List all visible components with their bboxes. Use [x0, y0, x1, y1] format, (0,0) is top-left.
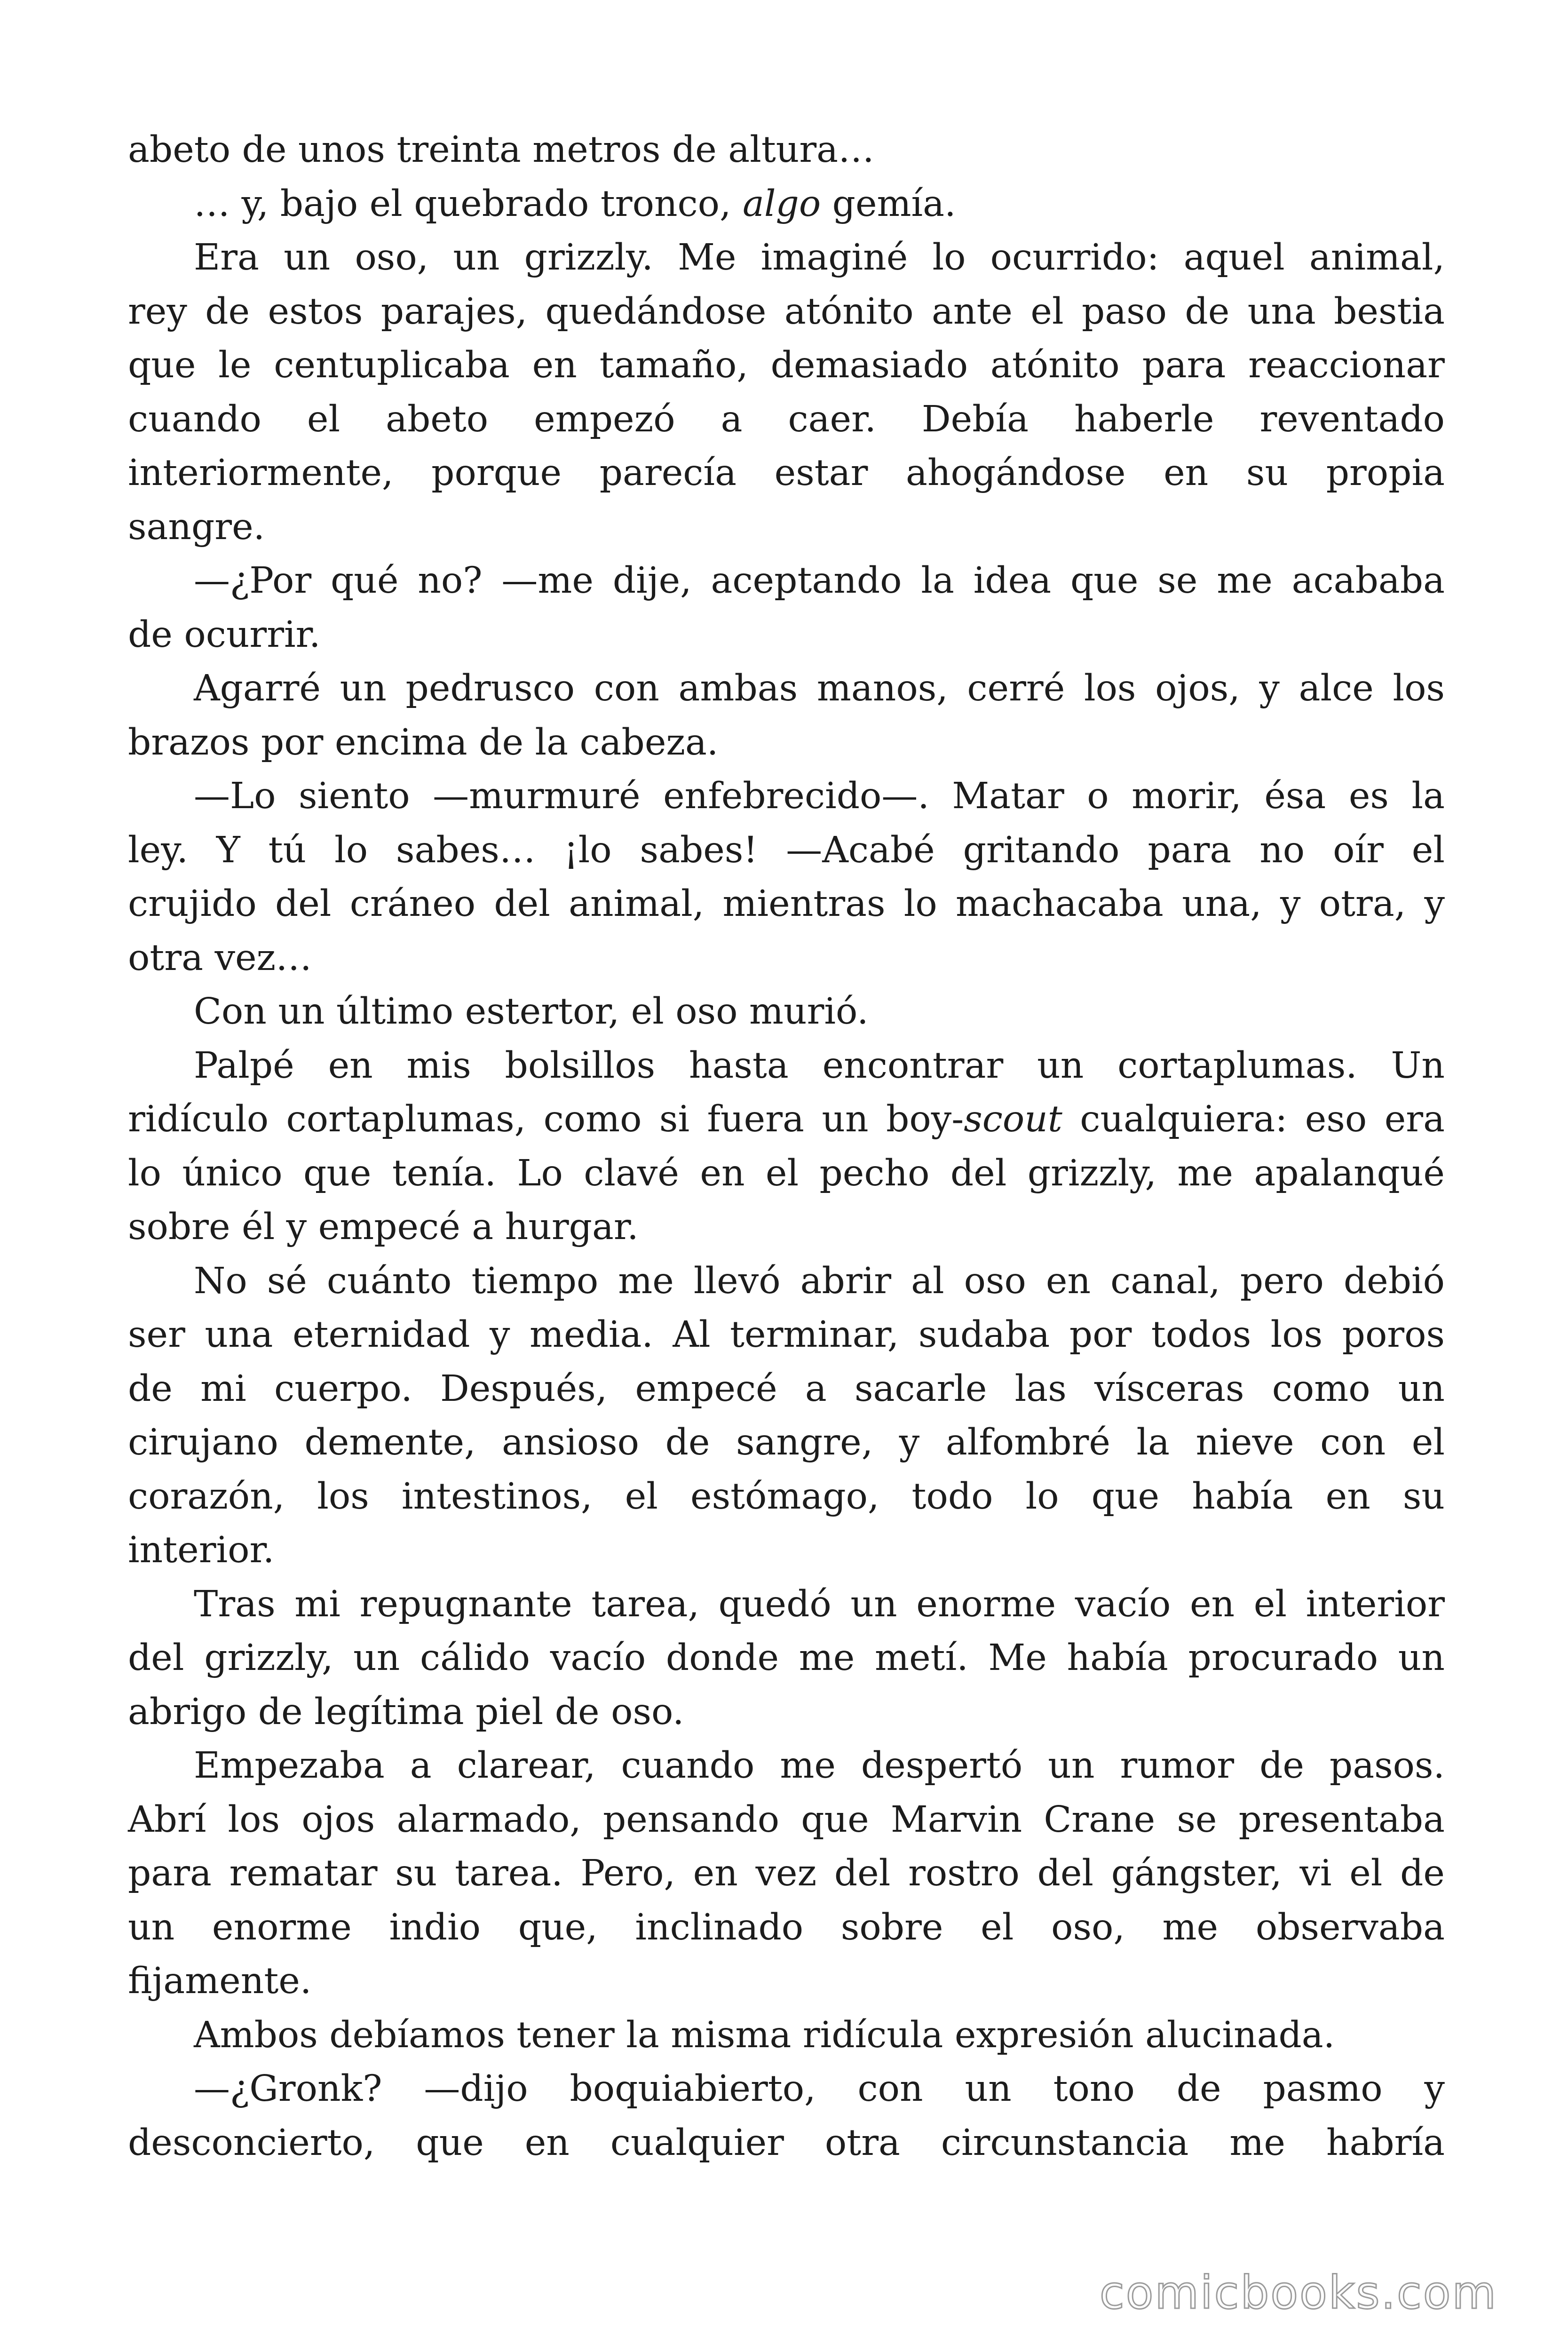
text-line: ley. Y tú lo sabes… ¡lo sabes! —Acabé gritando para no oír el [128, 829, 1445, 871]
text-line: cirujano demente, ansioso de sangre, y alfombré la nieve con el [128, 1422, 1445, 1463]
text-line: Palpé en mis bolsillos hasta encontrar un cortaplumas. Un [194, 1044, 1445, 1087]
text-line: —¿Por qué no? —me dije, aceptando la idea que se me acababa [194, 560, 1445, 602]
text-line: lo único que tenía. Lo clavé en el pecho del grizzly, me apalanqué [128, 1152, 1445, 1194]
text-line: interior. [128, 1529, 275, 1571]
text-line: abrigo de legítima piel de oso. [128, 1691, 684, 1733]
text-line: sangre. [128, 506, 265, 548]
text-line: —¿Gronk? —dijo boquiabierto, con un tono de pasmo y [194, 2068, 1445, 2110]
text-line: interiormente, porque parecía estar ahogándose en su propia [128, 452, 1445, 494]
text-line: Empezaba a clarear, cuando me despertó un rumor de pasos. [194, 1745, 1445, 1787]
text-line: Abrí los ojos alarmado, pensando que Marvin Crane se presentaba [128, 1798, 1445, 1841]
text-line: de ocurrir. [128, 613, 321, 656]
text-line: fijamente. [128, 1960, 312, 2002]
text-line: Era un oso, un grizzly. Me imaginé lo ocurrido: aquel animal, [194, 237, 1445, 278]
text-line: Con un último estertor, el oso murió. [194, 991, 869, 1033]
text-line: ser una eternidad y media. Al terminar, sudaba por todos los poros [128, 1314, 1445, 1356]
text-line: desconcierto, que en cualquier otra circunstancia me habría [128, 2122, 1445, 2164]
text-line: otra vez… [128, 937, 312, 979]
text-line: para rematar su tarea. Pero, en vez del rostro del gángster, vi el de [128, 1852, 1445, 1894]
text-line: abeto de unos treinta metros de altura… [128, 129, 875, 171]
text-line: Tras mi repugnante tarea, quedó un enorme vacío en el interior [194, 1583, 1445, 1625]
watermark: comicbooks.com [1099, 2266, 1497, 2319]
text-line: sobre él y empecé a hurgar. [128, 1206, 639, 1248]
text-line: No sé cuánto tiempo me llevó abrir al oso en canal, pero debió [194, 1260, 1445, 1302]
text-line: ridículo cortaplumas, como si fuera un boy-scout cualquiera: eso era [128, 1098, 1445, 1140]
text-line: Agarré un pedrusco con ambas manos, cerré los ojos, y alce los [194, 667, 1445, 709]
text-line: … y, bajo el quebrado tronco, algo gemía. [194, 183, 956, 225]
text-line: brazos por encima de la cabeza. [128, 721, 719, 763]
text-line: corazón, los intestinos, el estómago, todo lo que había en su [128, 1475, 1445, 1518]
text-line: cuando el abeto empezó a caer. Debía haberle reventado [128, 398, 1445, 440]
text-line: crujido del cráneo del animal, mientras lo machacaba una, y otra, y [128, 883, 1445, 925]
text-line: del grizzly, un cálido vacío donde me metí. Me había procurado un [128, 1637, 1445, 1679]
page-body-text [128, 123, 1445, 2170]
text-line: que le centuplicaba en tamaño, demasiado atónito para reaccionar [128, 344, 1445, 386]
text-line: un enorme indio que, inclinado sobre el oso, me observaba [128, 1906, 1445, 1948]
text-line: —Lo siento —murmuré enfebrecido—. Matar o morir, ésa es la [194, 775, 1445, 817]
text-line: de mi cuerpo. Después, empecé a sacarle las vísceras como un [128, 1367, 1445, 1410]
text-line: rey de estos parajes, quedándose atónito ante el paso de una bestia [128, 290, 1445, 333]
text-line: Ambos debíamos tener la misma ridícula expresión alucinada. [194, 2014, 1335, 2056]
